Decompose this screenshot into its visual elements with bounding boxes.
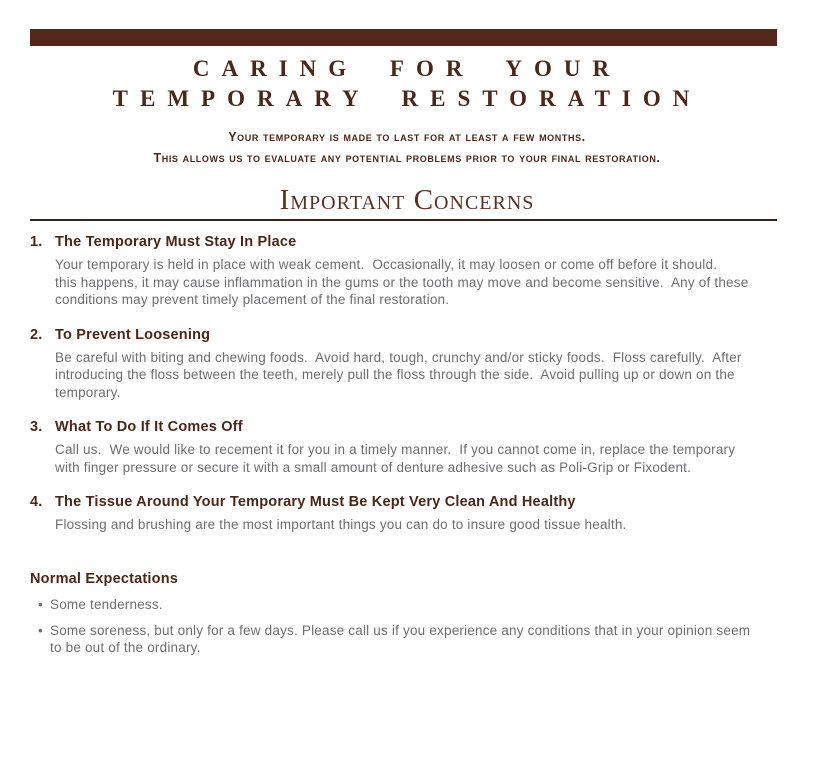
- horizontal-rule: [30, 219, 777, 221]
- concern-heading-row: [30, 326, 814, 344]
- concern-number: 3.: [30, 419, 43, 435]
- concern-heading: To Prevent Loosening: [55, 326, 211, 343]
- title-line-2: TEMPORARY RESTORATION: [112, 86, 702, 111]
- subtitle-line-2: This allows us to evaluate any potential problems prior to your final restoration.: [153, 151, 661, 165]
- top-accent-bar: [30, 29, 777, 46]
- bullet-text: [50, 596, 163, 614]
- concern-item-3: [30, 418, 814, 476]
- paragraph-line: conditions may prevent timely placement of the final restoration.: [55, 292, 450, 307]
- concern-heading: What To Do If It Comes Off: [55, 419, 243, 435]
- concern-item-2: [30, 326, 814, 402]
- document-subtitle: [0, 127, 814, 169]
- bullet-text: [50, 622, 750, 657]
- concern-heading: The Tissue Around Your Temporary Must Be Kept Very Clean And Healthy: [55, 494, 576, 510]
- concern-paragraph: [55, 516, 814, 534]
- document-body: [30, 233, 814, 657]
- normal-expectations-heading: Normal Expectations: [30, 570, 179, 587]
- paragraph-line: Flossing and brushing are the most important things you can do to insure good tissue health.: [55, 517, 627, 532]
- paragraph-line: this happens, it may cause inflammation in the gums or the tooth may move and become sensitive. Any of these: [55, 274, 749, 290]
- concern-heading-row: [30, 233, 814, 251]
- bullet-item-2: [30, 622, 814, 657]
- paragraph-line: Be careful with biting and chewing foods. Avoid hard, tough, crunchy and/or sticky foods. Floss carefully. After: [55, 349, 742, 365]
- concern-heading-row: [30, 493, 814, 511]
- concern-number: 2.: [30, 326, 43, 343]
- paragraph-line: temporary.: [55, 384, 121, 400]
- paragraph-line: Some soreness, but only for a few days. Please call us if you experience any conditions that in your opinion seem: [50, 622, 751, 638]
- concern-heading: The Temporary Must Stay In Place: [55, 234, 297, 250]
- concern-number: 1.: [30, 234, 43, 250]
- subtitle-line-1: Your temporary is made to last for at least a few months.: [228, 130, 586, 144]
- concern-item-1: [30, 233, 814, 309]
- paragraph-line: introducing the floss between the teeth, merely pull the floss through the side. Avoid pulling up or down on the: [55, 367, 735, 382]
- paragraph-line: Call us. We would like to recement it for you in a timely manner. If you cannot come in, replace the temporary: [55, 442, 736, 457]
- bullet-item-1: [30, 596, 814, 614]
- paragraph-line: to be out of the ordinary.: [50, 640, 201, 655]
- concern-number: 4.: [30, 494, 43, 510]
- document-title: [0, 54, 814, 114]
- concern-paragraph: [55, 256, 814, 309]
- bullet-glyph: •: [38, 596, 43, 612]
- concern-paragraph: [55, 349, 814, 402]
- normal-expectations-section: [30, 570, 814, 657]
- section-heading-important-concerns: Important Concerns: [279, 184, 535, 216]
- title-line-1: CARING FOR YOUR: [192, 56, 622, 81]
- paragraph-line: Some tenderness.: [50, 596, 163, 612]
- concern-heading-row: [30, 418, 814, 436]
- concern-item-4: [30, 493, 814, 534]
- concern-paragraph: [55, 441, 814, 476]
- paragraph-line: with finger pressure or secure it with a small amount of denture adhesive such as Poli-Grip or Fixodent.: [55, 459, 692, 475]
- paragraph-line: Your temporary is held in place with weak cement. Occasionally, it may loosen or come off before it should.: [55, 257, 718, 272]
- bullet-glyph: •: [38, 622, 43, 638]
